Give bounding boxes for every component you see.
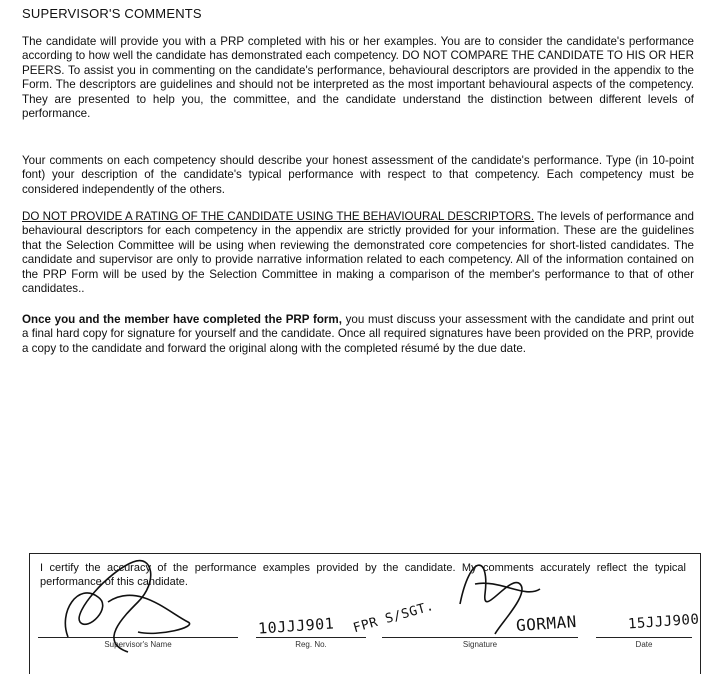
signature-label: Signature bbox=[462, 640, 498, 649]
date-line bbox=[596, 637, 692, 638]
completion-note: Once you and the member have completed the PRP form, bbox=[22, 313, 342, 326]
reg-no-label: Reg. No. bbox=[295, 640, 327, 649]
supervisor-name-label: Supervisor's Name bbox=[104, 640, 172, 649]
handwritten-rank: FPR S/SGT. bbox=[351, 598, 436, 637]
supervisor-signature-scribble bbox=[38, 542, 218, 662]
instructions-paragraph-2: Your comments on each competency should describe your honest assessment of the candidate's performance. Type (in 10-point font) your description of the candidate's typical performance with respect to that competency. Each competency must be considered independently of the others. bbox=[22, 154, 694, 196]
date-label: Date bbox=[635, 640, 653, 649]
certification-box bbox=[29, 553, 701, 674]
reg-no-line bbox=[256, 637, 366, 638]
certification-statement: I certify the accuracy of the performance examples provided by the candidate. My comments accurately reflect the typical performance of this candidate. bbox=[40, 562, 686, 588]
paragraph-4-rest: you must discuss your assessment with the candidate and print out a final hard copy for signature for yourself and the candidate. Once all required signatures have been provided on the PRP, provide a copy to the candidate and forward the original along with the completed résumé by the due date. bbox=[22, 313, 694, 355]
handwritten-name: GORMAN bbox=[515, 611, 578, 636]
handwritten-date: 15JJJ900 bbox=[627, 611, 700, 633]
instructions-paragraph-4 bbox=[22, 313, 694, 356]
handwritten-reg-no: 10JJJ901 bbox=[257, 614, 335, 638]
rating-warning: DO NOT PROVIDE A RATING OF THE CANDIDATE USING THE BEHAVIOURAL DESCRIPTORS. bbox=[22, 210, 535, 223]
page-heading: SUPERVISOR'S COMMENTS bbox=[22, 6, 202, 21]
instructions-paragraph-1: The candidate will provide you with a PRP completed with his or her examples. You are to consider the candidate's performance according to how well the candidate has demonstrated each competency. DO NOT COMPARE THE CANDIDATE TO HIS OR HER PEERS. To assist you in commenting on the candidate's performance, behavioural descriptors are provided in the appendix to the Form. The descriptors are guidelines and should not be interpreted as the most important behavioural aspects of the competency. They are presented to help you, the committee, and the candidate understand the distinction between different levels of performance. bbox=[22, 35, 694, 121]
paragraph-3-rest: The levels of performance and behavioural descriptors for each competency in the appendix are strictly provided for your information. These are the guidelines that the Selection Committee will be using when reviewing the demonstrated core competencies for short-listed candidates. The candidate and supervisor are only to provide narrative information related to each competency. All of the information contained on the PRP Form will be used by the Selection Committee in making a comparison of the member's performance to that of other candidates.. bbox=[22, 210, 694, 296]
instructions-paragraph-3 bbox=[22, 210, 694, 296]
candidate-signature-scribble bbox=[440, 544, 550, 644]
